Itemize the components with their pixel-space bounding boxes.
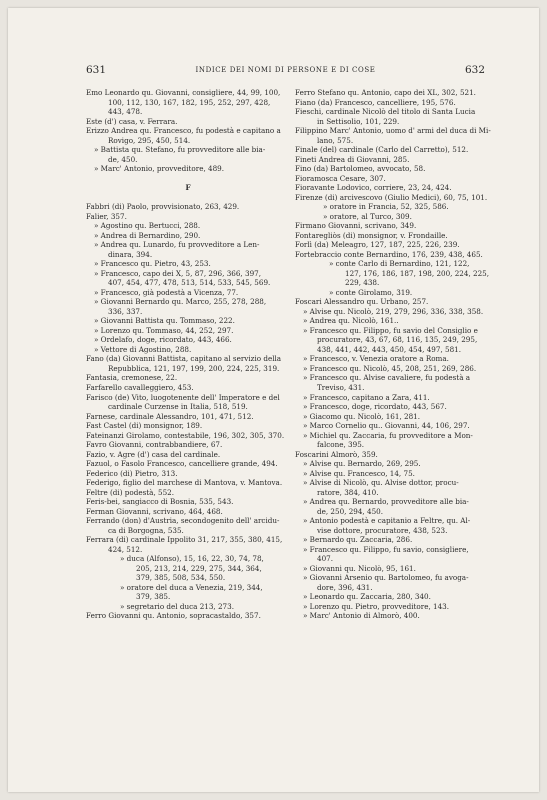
index-entry-line: Fast Castel (di) monsignor, 189. <box>86 421 203 431</box>
index-entry-line: dinara, 394. <box>108 249 153 259</box>
index-entry-line: » Vettore di Agostino, 288. <box>94 344 192 354</box>
index-entry-line: Forlì (da) Meleagro, 127, 187, 225, 226, 239. <box>295 240 460 250</box>
index-entry-line: » Francesco qu. Filippo, fu savio del Consiglio e <box>303 325 478 335</box>
index-entry-line: 205, 213, 214, 229, 275, 344, 364, <box>136 563 262 573</box>
index-entry-line: ca di Borgogna, 535. <box>108 525 184 535</box>
index-entry-line: » Francesco qu. Pietro, 43, 253. <box>94 259 211 269</box>
index-entry-line: » duca (Alfonso), 15, 16, 22, 30, 74, 78, <box>120 554 264 564</box>
index-entry-line: 438, 441, 442, 443, 450, 454, 497, 581. <box>317 344 462 354</box>
index-entry-line: » Bernardo qu. Zaccaria, 286. <box>303 535 413 545</box>
index-entry-line: » conte Girolamo, 319. <box>329 287 413 297</box>
index-entry-line: » Alvise qu. Nicolò, 219, 279, 296, 336, 338, 358. <box>303 306 484 316</box>
index-entry-line: 100, 112, 130, 167, 182, 195, 252, 297, 428, <box>108 97 271 107</box>
index-entry-line: Fieschi, cardinale Nicolò del titolo di Santa Lucia <box>295 107 476 117</box>
index-entry-line: Finale (del) cardinale (Carlo del Carretto), 512. <box>295 145 469 155</box>
index-entry-line: Federigo, figlio del marchese di Mantova, v. Mantova. <box>86 478 283 488</box>
index-entry-line: Ferro Stefano qu. Antonio, capo dei XL, 302, 521. <box>295 88 476 97</box>
index-entry-line: » Alvise qu. Francesco, 14, 75. <box>303 468 415 478</box>
index-entry-line: Ferro Giovanni qu. Antonio, sopracastaldo, 357. <box>86 611 261 621</box>
index-entry-line: » Francesco, capo dei X, 5, 87, 296, 366, 397, <box>94 268 261 278</box>
index-entry-line: » Giacomo qu. Nicolò, 161, 281. <box>303 411 421 421</box>
index-entry-line: » oratore, al Turco, 309. <box>323 211 412 221</box>
index-entry-line: » Agostino qu. Bertucci, 288. <box>94 221 201 231</box>
index-entry-line: dore, 396, 431. <box>317 582 373 592</box>
index-entry-line: procuratore, 43, 67, 68, 116, 135, 249, 295, <box>317 335 478 345</box>
index-entry-line: Fiano (da) Francesco, cancelliere, 195, 576. <box>295 97 456 107</box>
left-index-column <box>86 88 290 621</box>
index-entry-line: Fortebraccio conte Bernardino, 176, 239, 438, 465. <box>295 249 483 259</box>
index-entry-line: » Ordelafo, doge, ricordato, 443, 466. <box>94 335 232 345</box>
index-entry-line: Farisco (de) Vito, luogotenente dell' Imperatore e del <box>86 392 280 402</box>
index-entry-line <box>86 193 290 203</box>
index-entry-line: » Giovanni Arsenio qu. Bartolomeo, fu avoga- <box>303 573 469 583</box>
index-entry-line: Feltre (di) podestà, 552. <box>86 487 175 497</box>
index-entry-line: Farnese, cardinale Alessandro, 101, 471, 512. <box>86 411 254 421</box>
index-entry-line: » Marco Cornelio qu.. Giovanni, 44, 106, 297. <box>303 421 470 431</box>
index-entry-line: Foscari Alessandro qu. Urbano, 257. <box>295 297 429 307</box>
index-entry-line: Ferman Giovanni, scrivano, 464, 468. <box>86 506 223 516</box>
index-entry-line: » Marc' Antonio, provveditore, 489. <box>94 164 225 174</box>
index-entry-line: » Antonio podestà e capitanio a Feltre, qu. Al- <box>303 516 471 526</box>
index-entry-line: Ferrara (di) cardinale Ippolito 31, 217, 355, 380, 415, <box>86 535 283 545</box>
index-entry-line: » segretario del duca 213, 273. <box>120 601 234 611</box>
index-entry-line: Filippino Marc' Antonio, uomo d' armi del duca di Mi- <box>295 126 491 136</box>
index-entry-line: » Andrea qu. Bernardo, provveditore alle bia- <box>303 497 469 507</box>
index-entry-line: Falier, 357. <box>86 211 127 221</box>
index-entry-line: » conte Carlo di Bernardino, 121, 122, <box>329 259 470 269</box>
index-entry-line: Federico (di) Pietro, 313. <box>86 468 178 478</box>
index-entry-line: cardinale Curzense in Italia, 518, 519. <box>108 402 248 412</box>
index-entry-line: » Michiel qu. Zaccaria, fu provveditore a Mon- <box>303 430 473 440</box>
index-entry-line: falcone, 395. <box>317 440 365 450</box>
index-entry-line: 407, 454, 477, 478, 513, 514, 533, 545, 569. <box>108 278 271 288</box>
index-entry-line: » Francesco, capitano a Zara, 411. <box>303 392 430 402</box>
right-index-column <box>295 88 499 621</box>
index-entry-line: Emo Leonardo qu. Giovanni, consigliere, 44, 99, 100, <box>86 88 281 97</box>
index-entry-line: Foscarini Almorò, 359. <box>295 449 378 459</box>
index-entry-line: de, 450. <box>108 154 138 164</box>
index-entry-line: 379, 385. <box>136 592 171 602</box>
index-entry-line: Fino (da) Bartolomeo, avvocato, 58. <box>295 164 426 174</box>
index-entry-line: 424, 512. <box>108 544 143 554</box>
index-entry-line: » Giovanni qu. Nicolò, 95, 161. <box>303 563 416 573</box>
running-title: INDICE DEI NOMI DI PERSONE E DI COSE <box>195 66 376 74</box>
index-entry-line: » Francesco qu. Alvise cavaliere, fu podestà a <box>303 373 471 383</box>
index-entry-line: Rovigo, 295, 450, 514. <box>108 135 191 145</box>
index-entry-line: 379, 385, 508, 534, 550. <box>136 573 226 583</box>
index-entry-line: Fazio, v. Agre (d') casa del cardinale. <box>86 449 221 459</box>
index-entry-line: 407. <box>317 554 334 564</box>
index-entry-line: Fontaregliòs (di) monsignor, v. Frondaille. <box>295 230 448 240</box>
index-entry-line: » oratore del duca a Venezia, 219, 344, <box>120 582 263 592</box>
index-entry-line: » Andrea qu. Nicolò, 161.. <box>303 316 399 326</box>
document-page <box>8 8 539 792</box>
index-entry-line: de, 250, 294, 450. <box>317 506 384 516</box>
index-entry-line: 229, 438. <box>345 278 380 288</box>
index-entry-line: » Francesco qu. Filippo, fu savio, consigliere, <box>303 544 469 554</box>
index-entry-line: Favro Giovanni, contrabbandiere, 67. <box>86 440 223 450</box>
index-entry-line: ratore, 384, 410. <box>317 487 379 497</box>
index-entry-line: Fabbri (di) Paolo, provvisionato, 263, 429. <box>86 202 240 212</box>
page-header <box>86 64 485 78</box>
left-page-number: 631 <box>86 64 107 76</box>
index-entry-line: vise dottore, procuratore, 438, 523. <box>317 525 448 535</box>
index-entry-line: » Alvise qu. Bernardo, 269, 295. <box>303 459 421 469</box>
index-entry-line: » Francesco qu. Nicolò, 45, 208, 251, 269, 286. <box>303 363 477 373</box>
index-entry-line: » Francesco, già podestà a Vicenza, 77. <box>94 287 239 297</box>
index-entry-line: » Andrea di Bernardino, 290. <box>94 230 201 240</box>
index-entry-line: Fantasia, cremonese, 22. <box>86 373 178 383</box>
index-entry-line: Fioravante Lodovico, corriere, 23, 24, 424. <box>295 183 452 193</box>
index-entry-line: 443, 478. <box>108 107 143 117</box>
index-entry-line: Fateinanzi Girolamo, contestabile, 196, 302, 305, 370. <box>86 430 285 440</box>
index-entry-line: Fineti Andrea di Giovanni, 285. <box>295 154 410 164</box>
index-entry-line: » Lorenzo qu. Tommaso, 44, 252, 297. <box>94 325 234 335</box>
index-entry-line: Fano (da) Giovanni Battista, capitano al servizio della <box>86 354 282 364</box>
index-entry-line: » Alvise di Nicolò, qu. Alvise dottor, procu- <box>303 478 459 488</box>
index-entry-line: » Andrea qu. Lunardo, fu provveditore a Len- <box>94 240 260 250</box>
index-entry-line: Repubblica, 121, 197, 199, 200, 224, 225, 319. <box>108 363 280 373</box>
index-entry-line: » Giovanni Battista qu. Tommaso, 222. <box>94 316 235 326</box>
index-entry-line: Firmano Giovanni, scrivano, 349. <box>295 221 417 231</box>
index-entry-line: Treviso, 431. <box>317 382 365 392</box>
index-entry-line: » Francesco, v. Venezia oratore a Roma. <box>303 354 449 364</box>
section-letter-heading: F <box>185 183 191 193</box>
index-entry-line: Este (d') casa, v. Ferrara. <box>86 116 178 126</box>
index-entry-line: Fazuol, o Fasolo Francesco, cancelliere grande, 494. <box>86 459 278 469</box>
right-page-number: 632 <box>464 64 485 76</box>
index-entry-line: lano, 575. <box>317 135 354 145</box>
index-entry-line: » Marc' Antonio di Almorò, 400. <box>303 611 420 621</box>
index-entry-line: Farfarello cavalleggiero, 453. <box>86 382 194 392</box>
index-entry-line <box>86 174 290 184</box>
index-entry-line: Erizzo Andrea qu. Francesco, fu podestà e capitano a <box>86 126 281 136</box>
index-entry-line: in Settisolio, 101, 229. <box>317 116 400 126</box>
index-entry-line: » Battista qu. Stefano, fu provveditore alle bia- <box>94 145 266 155</box>
index-entry-line: 336, 337. <box>108 306 143 316</box>
index-entry-line: » oratore in Francia, 52, 325, 586. <box>323 202 449 212</box>
index-entry-line: Firenze (di) arcivescovo (Giulio Medici), 60, 75, 101. <box>295 192 488 202</box>
index-entry-line: Fioramosca Cesare, 307. <box>295 173 386 183</box>
index-entry-line: » Lorenzo qu. Pietro, provveditore, 143. <box>303 601 450 611</box>
index-entry-line: Ferrando (don) d'Austria, secondogenito dell' arcidu- <box>86 516 280 526</box>
index-entry-line: » Giovanni Bernardo qu. Marco, 255, 278, 288, <box>94 297 267 307</box>
index-entry-line: 127, 176, 186, 187, 198, 200, 224, 225, <box>345 268 490 278</box>
index-entry-line: » Leonardo qu. Zaccaria, 280, 340. <box>303 592 431 602</box>
index-entry-line: Feris-bei, sangiacco di Bosnia, 535, 543. <box>86 497 234 507</box>
index-entry-line: » Francesco, doge, ricordato, 443, 567. <box>303 402 447 412</box>
